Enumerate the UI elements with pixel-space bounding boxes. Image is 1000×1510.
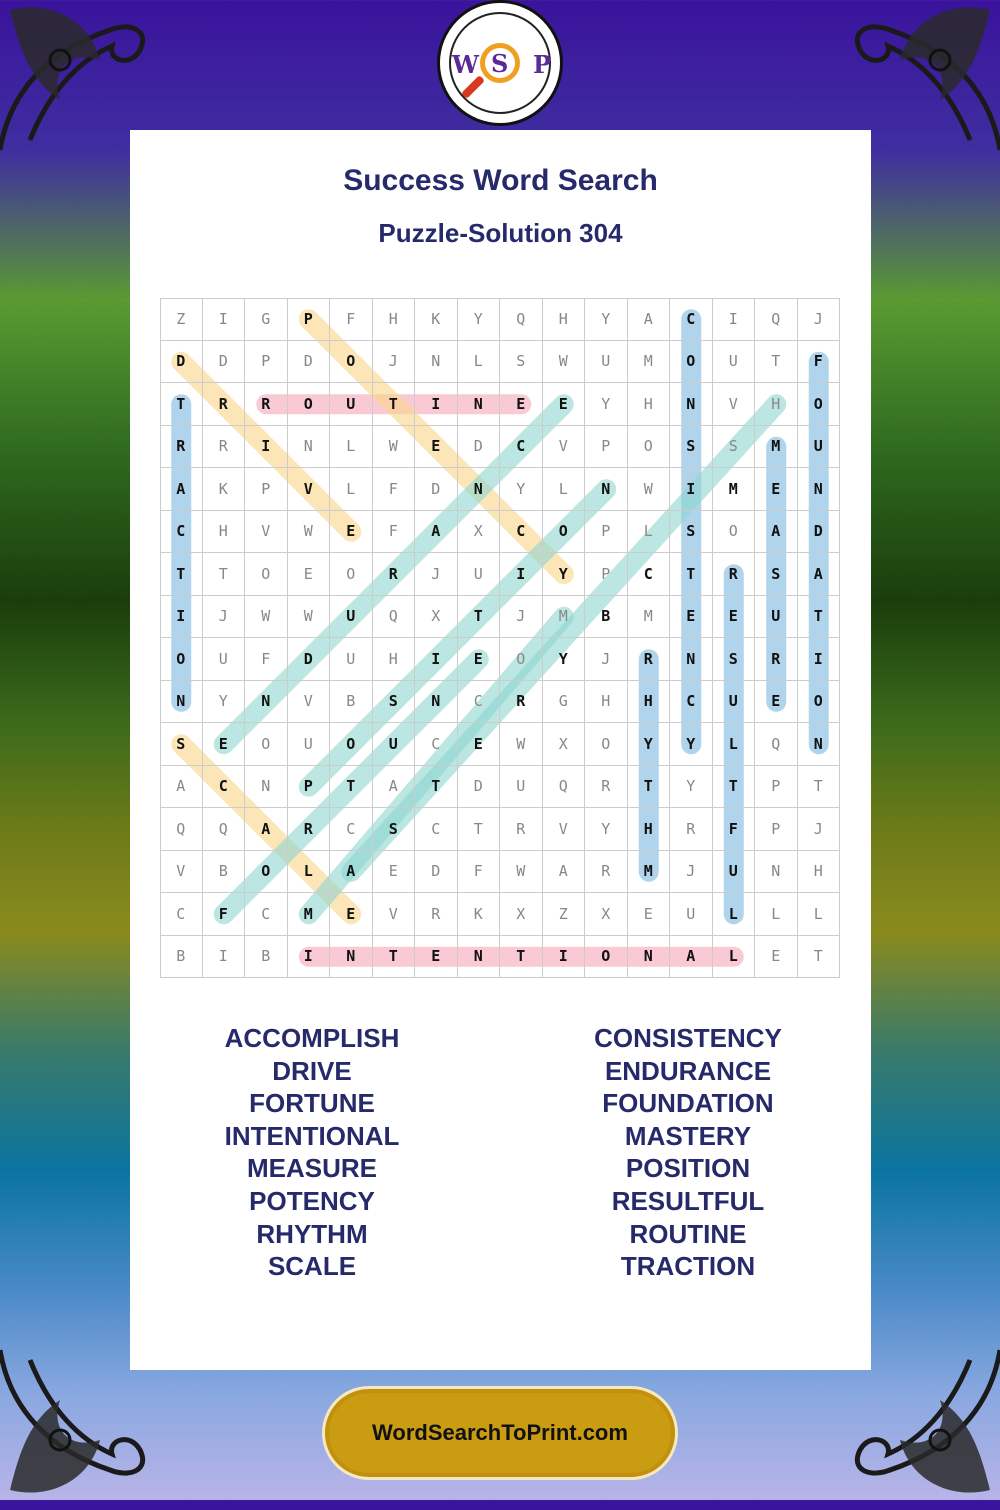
grid-cell[interactable]: B xyxy=(330,681,373,724)
grid-cell[interactable]: A xyxy=(755,511,798,554)
grid-cell[interactable]: N xyxy=(670,638,713,681)
grid-cell[interactable]: U xyxy=(330,596,373,639)
grid-cell[interactable]: O xyxy=(330,553,373,596)
grid-cell[interactable]: J xyxy=(585,638,628,681)
grid-cell[interactable]: V xyxy=(245,511,288,554)
grid-cell[interactable]: V xyxy=(543,808,586,851)
grid-cell[interactable]: J xyxy=(798,808,841,851)
grid-cell[interactable]: A xyxy=(330,851,373,894)
grid-cell[interactable]: D xyxy=(160,341,203,384)
grid-cell[interactable]: E xyxy=(670,596,713,639)
grid-cell[interactable]: L xyxy=(713,723,756,766)
grid-cell[interactable]: P xyxy=(245,341,288,384)
grid-cell[interactable]: R xyxy=(585,766,628,809)
grid-cell[interactable]: P xyxy=(755,808,798,851)
grid-cell[interactable]: P xyxy=(755,766,798,809)
grid-cell[interactable]: M xyxy=(288,893,331,936)
grid-cell[interactable]: S xyxy=(373,681,416,724)
grid-cell[interactable]: R xyxy=(160,426,203,469)
grid-cell[interactable]: Y xyxy=(203,681,246,724)
grid-cell[interactable]: S xyxy=(160,723,203,766)
grid-cell[interactable]: I xyxy=(415,638,458,681)
logo-letter-s: S xyxy=(491,49,509,78)
grid-cell[interactable]: Y xyxy=(543,638,586,681)
grid-cell[interactable]: U xyxy=(755,596,798,639)
grid-cell[interactable]: O xyxy=(330,341,373,384)
grid-cell[interactable]: O xyxy=(245,723,288,766)
grid-cell[interactable]: A xyxy=(628,298,671,341)
grid-cell[interactable]: T xyxy=(670,553,713,596)
grid-cell[interactable]: P xyxy=(245,468,288,511)
grid-cell[interactable]: U xyxy=(458,553,501,596)
grid-cell[interactable]: W xyxy=(245,596,288,639)
grid-cell[interactable]: M xyxy=(543,596,586,639)
grid-cell[interactable]: X xyxy=(415,596,458,639)
grid-cell[interactable]: E xyxy=(713,596,756,639)
grid-cell[interactable]: U xyxy=(373,723,416,766)
grid-cell[interactable]: N xyxy=(458,468,501,511)
grid-cell[interactable]: N xyxy=(670,383,713,426)
word-list-item: FOUNDATION xyxy=(602,1088,774,1119)
grid-cell[interactable]: W xyxy=(543,341,586,384)
grid-cell[interactable]: U xyxy=(798,426,841,469)
grid-cell[interactable]: Z xyxy=(543,893,586,936)
grid-cell[interactable]: K xyxy=(458,893,501,936)
grid-cell[interactable]: Y xyxy=(585,298,628,341)
grid-cell[interactable]: I xyxy=(288,936,331,979)
grid-cell[interactable]: L xyxy=(798,893,841,936)
grid-cell[interactable]: Q xyxy=(500,298,543,341)
grid-cell[interactable]: M xyxy=(755,426,798,469)
grid-cell[interactable]: J xyxy=(670,851,713,894)
grid-cell[interactable]: C xyxy=(500,511,543,554)
grid-cell[interactable]: A xyxy=(415,511,458,554)
grid-cell[interactable]: W xyxy=(628,468,671,511)
grid-cell[interactable]: W xyxy=(288,596,331,639)
grid-cell[interactable]: C xyxy=(330,808,373,851)
grid-cell[interactable]: E xyxy=(415,426,458,469)
grid-cell[interactable]: F xyxy=(373,511,416,554)
grid-cell[interactable]: O xyxy=(543,511,586,554)
grid-cell[interactable]: J xyxy=(415,553,458,596)
grid-cell[interactable]: M xyxy=(628,596,671,639)
grid-cell[interactable]: P xyxy=(585,511,628,554)
grid-cell[interactable]: Y xyxy=(585,808,628,851)
grid-cell[interactable]: K xyxy=(203,468,246,511)
grid-cell[interactable]: T xyxy=(330,766,373,809)
grid-cell[interactable]: C xyxy=(628,553,671,596)
grid-cell[interactable]: D xyxy=(288,341,331,384)
grid-cell[interactable]: E xyxy=(458,638,501,681)
grid-cell[interactable]: S xyxy=(670,426,713,469)
grid-cell[interactable]: D xyxy=(203,341,246,384)
grid-cell[interactable]: R xyxy=(245,383,288,426)
grid-cell[interactable]: O xyxy=(670,341,713,384)
grid-cell[interactable]: R xyxy=(755,638,798,681)
wsp-logo[interactable] xyxy=(437,0,563,126)
grid-cell[interactable]: J xyxy=(500,596,543,639)
grid-cell[interactable]: J xyxy=(203,596,246,639)
grid-cell[interactable]: L xyxy=(288,851,331,894)
grid-cell[interactable]: N xyxy=(415,681,458,724)
grid-cell[interactable]: H xyxy=(798,851,841,894)
grid-cell[interactable]: H xyxy=(628,383,671,426)
grid-cell[interactable]: T xyxy=(755,341,798,384)
grid-cell[interactable]: F xyxy=(373,468,416,511)
word-list-item: RHYTHM xyxy=(256,1218,368,1249)
word-list-item: FORTUNE xyxy=(249,1088,375,1119)
grid-cell[interactable]: Q xyxy=(755,298,798,341)
grid-cell[interactable]: U xyxy=(203,638,246,681)
grid-cell[interactable]: Y xyxy=(670,723,713,766)
grid-cell[interactable]: L xyxy=(330,468,373,511)
grid-cell[interactable]: H xyxy=(203,511,246,554)
grid-cell[interactable]: S xyxy=(713,638,756,681)
grid-cell[interactable]: Q xyxy=(543,766,586,809)
grid-cell[interactable]: O xyxy=(798,383,841,426)
grid-cell[interactable]: T xyxy=(798,766,841,809)
grid-cell[interactable]: D xyxy=(458,766,501,809)
word-list-item: DRIVE xyxy=(272,1055,352,1086)
grid-cell[interactable]: T xyxy=(458,596,501,639)
grid-cell[interactable]: I xyxy=(670,468,713,511)
grid-cell[interactable]: T xyxy=(500,936,543,979)
grid-cell[interactable]: O xyxy=(245,851,288,894)
grid-cell[interactable]: O xyxy=(798,681,841,724)
grid-cell[interactable]: E xyxy=(330,893,373,936)
grid-cell[interactable]: O xyxy=(160,638,203,681)
grid-cell[interactable]: N xyxy=(585,468,628,511)
grid-cell[interactable]: R xyxy=(500,681,543,724)
grid-cell[interactable]: I xyxy=(543,936,586,979)
grid-cell[interactable]: V xyxy=(288,681,331,724)
grid-cell[interactable]: C xyxy=(160,511,203,554)
grid-cell[interactable]: P xyxy=(585,426,628,469)
word-list-item: INTENTIONAL xyxy=(224,1120,400,1151)
grid-cell[interactable]: L xyxy=(330,426,373,469)
grid-cell[interactable]: O xyxy=(628,426,671,469)
grid-cell[interactable]: N xyxy=(160,681,203,724)
grid-cell[interactable]: E xyxy=(288,553,331,596)
word-list-item: MASTERY xyxy=(624,1120,752,1151)
puzzle-card xyxy=(130,130,871,1370)
grid-cell[interactable]: O xyxy=(585,723,628,766)
word-list-item: SCALE xyxy=(267,1251,357,1282)
grid-cell[interactable]: Q xyxy=(203,808,246,851)
grid-cell[interactable]: I xyxy=(500,553,543,596)
grid-cell[interactable]: X xyxy=(500,893,543,936)
grid-cell[interactable]: C xyxy=(415,808,458,851)
grid-cell[interactable]: C xyxy=(500,426,543,469)
grid-cell[interactable]: C xyxy=(670,298,713,341)
grid-cell[interactable]: N xyxy=(798,468,841,511)
grid-cell[interactable]: Y xyxy=(458,298,501,341)
word-list-item: ACCOMPLISH xyxy=(224,1023,400,1053)
grid-cell[interactable]: U xyxy=(500,766,543,809)
grid-cell[interactable]: V xyxy=(160,851,203,894)
grid-cell[interactable]: W xyxy=(500,723,543,766)
grid-cell[interactable]: I xyxy=(245,426,288,469)
grid-cell[interactable]: T xyxy=(203,553,246,596)
grid-cell[interactable]: E xyxy=(203,723,246,766)
grid-cell[interactable]: L xyxy=(713,936,756,979)
grid-cell[interactable]: H xyxy=(755,383,798,426)
grid-cell[interactable]: D xyxy=(458,426,501,469)
word-list-item: POSITION xyxy=(625,1153,751,1184)
word-list-item: POTENCY xyxy=(249,1185,375,1216)
grid-cell[interactable]: R xyxy=(288,808,331,851)
grid-cell[interactable]: U xyxy=(585,341,628,384)
page-title: Success Word Search xyxy=(343,164,658,197)
grid-cell[interactable]: V xyxy=(373,893,416,936)
grid-cell[interactable]: A xyxy=(373,766,416,809)
grid-cell[interactable]: D xyxy=(415,468,458,511)
grid-cell[interactable]: Y xyxy=(585,383,628,426)
grid-cell[interactable]: F xyxy=(203,893,246,936)
grid-cell[interactable]: Z xyxy=(160,298,203,341)
grid-cell[interactable]: H xyxy=(628,808,671,851)
grid-cell[interactable]: N xyxy=(458,936,501,979)
grid-cell[interactable]: T xyxy=(798,936,841,979)
grid-cell[interactable]: G xyxy=(543,681,586,724)
word-list-item: ROUTINE xyxy=(629,1218,747,1249)
grid-cell[interactable]: A xyxy=(670,936,713,979)
grid-cell[interactable]: E xyxy=(415,936,458,979)
grid-cell[interactable]: E xyxy=(330,511,373,554)
letter-grid xyxy=(160,298,840,978)
grid-cell[interactable]: F xyxy=(458,851,501,894)
grid-cell[interactable]: T xyxy=(160,383,203,426)
grid-cell[interactable]: R xyxy=(373,553,416,596)
grid-cell[interactable]: B xyxy=(585,596,628,639)
grid-cell[interactable]: I xyxy=(798,638,841,681)
grid-cell[interactable]: R xyxy=(203,383,246,426)
grid-cell[interactable]: B xyxy=(245,936,288,979)
page-subtitle: Puzzle-Solution 304 xyxy=(378,218,623,248)
grid-cell[interactable]: I xyxy=(160,596,203,639)
grid-cell[interactable]: S xyxy=(755,553,798,596)
grid-cell[interactable]: O xyxy=(245,553,288,596)
grid-cell[interactable]: T xyxy=(373,383,416,426)
word-list-item: RESULTFUL xyxy=(611,1185,765,1216)
grid-cell[interactable]: W xyxy=(373,426,416,469)
grid-cell[interactable]: U xyxy=(713,681,756,724)
grid-cell[interactable]: U xyxy=(713,341,756,384)
grid-cell[interactable]: L xyxy=(755,893,798,936)
grid-cell[interactable]: Y xyxy=(670,766,713,809)
grid-cell[interactable]: S xyxy=(713,426,756,469)
grid-cell[interactable]: E xyxy=(458,723,501,766)
grid-cell[interactable]: J xyxy=(798,298,841,341)
grid-cell[interactable]: H xyxy=(628,681,671,724)
grid-cell[interactable]: N xyxy=(755,851,798,894)
grid-cell[interactable]: D xyxy=(415,851,458,894)
grid-cell[interactable]: N xyxy=(628,936,671,979)
grid-cell[interactable]: O xyxy=(330,723,373,766)
word-list-left xyxy=(162,1022,462,1283)
grid-cell[interactable]: V xyxy=(543,426,586,469)
grid-cell[interactable]: T xyxy=(373,936,416,979)
word-list-item: ENDURANCE xyxy=(604,1055,772,1086)
grid-cell[interactable]: R xyxy=(713,553,756,596)
grid-cell[interactable]: L xyxy=(713,893,756,936)
grid-cell[interactable]: Q xyxy=(160,808,203,851)
grid-cell[interactable]: C xyxy=(245,893,288,936)
grid-cell[interactable]: W xyxy=(288,511,331,554)
grid-cell[interactable]: F xyxy=(330,298,373,341)
logo-letter-w: W xyxy=(452,50,479,79)
grid-cell[interactable]: S xyxy=(373,808,416,851)
grid-cell[interactable]: R xyxy=(203,426,246,469)
grid-cell[interactable]: B xyxy=(160,936,203,979)
grid-cell[interactable]: T xyxy=(713,766,756,809)
grid-cell[interactable]: J xyxy=(373,341,416,384)
grid-cell[interactable]: F xyxy=(245,638,288,681)
grid-cell[interactable]: F xyxy=(713,808,756,851)
grid-cell[interactable]: P xyxy=(288,298,331,341)
grid-cell[interactable]: I xyxy=(713,298,756,341)
grid-cell[interactable]: X xyxy=(458,511,501,554)
grid-cell[interactable]: V xyxy=(288,468,331,511)
grid-cell[interactable]: U xyxy=(330,638,373,681)
grid-cell[interactable]: M xyxy=(628,341,671,384)
grid-cell[interactable]: L xyxy=(628,511,671,554)
grid-cell[interactable]: T xyxy=(458,808,501,851)
grid-cell[interactable]: H xyxy=(543,298,586,341)
grid-cell[interactable]: P xyxy=(288,766,331,809)
grid-cell[interactable]: G xyxy=(245,298,288,341)
word-list-item: TRACTION xyxy=(620,1251,756,1282)
grid-cell[interactable]: L xyxy=(458,341,501,384)
grid-cell[interactable]: I xyxy=(203,298,246,341)
grid-cell[interactable]: E xyxy=(543,383,586,426)
grid-cell[interactable]: P xyxy=(585,553,628,596)
grid-cell[interactable]: M xyxy=(713,468,756,511)
grid-cell[interactable]: T xyxy=(798,596,841,639)
grid-cell[interactable]: V xyxy=(713,383,756,426)
grid-cell[interactable]: C xyxy=(203,766,246,809)
grid-cell[interactable]: Q xyxy=(373,596,416,639)
grid-cell[interactable]: R xyxy=(670,808,713,851)
grid-cell[interactable]: I xyxy=(415,383,458,426)
word-list-item: MEASURE xyxy=(246,1153,377,1184)
grid-cell[interactable]: O xyxy=(288,383,331,426)
grid-cell[interactable]: E xyxy=(373,851,416,894)
grid-cell[interactable]: D xyxy=(798,511,841,554)
grid-cell[interactable]: U xyxy=(670,893,713,936)
grid-cell[interactable]: B xyxy=(203,851,246,894)
grid-cell[interactable]: H xyxy=(585,681,628,724)
grid-cell[interactable]: A xyxy=(245,808,288,851)
grid-cell[interactable]: E xyxy=(628,893,671,936)
grid-cell[interactable]: N xyxy=(458,383,501,426)
grid-cell[interactable]: S xyxy=(500,341,543,384)
logo-letter-p: P xyxy=(533,50,552,79)
grid-cell[interactable]: C xyxy=(160,893,203,936)
grid-cell[interactable]: C xyxy=(670,681,713,724)
grid-cell[interactable]: S xyxy=(670,511,713,554)
grid-cell[interactable]: R xyxy=(415,893,458,936)
grid-cell[interactable]: D xyxy=(288,638,331,681)
grid-cell[interactable]: F xyxy=(798,341,841,384)
site-link-text: WordSearchToPrint.com xyxy=(372,1420,628,1445)
grid-cell[interactable]: E xyxy=(500,383,543,426)
grid-cell[interactable]: N xyxy=(415,341,458,384)
grid-cell[interactable]: Y xyxy=(543,553,586,596)
grid-cell[interactable]: E xyxy=(755,936,798,979)
grid-cell[interactable]: T xyxy=(160,553,203,596)
grid-cell[interactable]: R xyxy=(585,851,628,894)
grid-cell[interactable]: N xyxy=(288,426,331,469)
grid-cell[interactable]: R xyxy=(628,638,671,681)
grid-cell[interactable]: O xyxy=(585,936,628,979)
grid-cell[interactable]: E xyxy=(755,468,798,511)
grid-cell[interactable]: A xyxy=(160,766,203,809)
grid-cell[interactable]: U xyxy=(330,383,373,426)
grid-cell[interactable]: A xyxy=(798,553,841,596)
grid-cell[interactable]: W xyxy=(500,851,543,894)
grid-cell[interactable]: N xyxy=(798,723,841,766)
grid-cell[interactable]: C xyxy=(415,723,458,766)
grid-cell[interactable]: R xyxy=(500,808,543,851)
grid-cell[interactable]: Y xyxy=(628,723,671,766)
word-list-item: CONSISTENCY xyxy=(594,1023,782,1053)
grid-cell[interactable]: U xyxy=(288,723,331,766)
grid-cell[interactable]: A xyxy=(543,851,586,894)
grid-cell[interactable]: N xyxy=(245,681,288,724)
grid-cell[interactable]: O xyxy=(500,638,543,681)
grid-cell[interactable]: L xyxy=(543,468,586,511)
word-search-grid xyxy=(160,298,840,978)
grid-cell[interactable]: H xyxy=(373,298,416,341)
grid-cell[interactable]: U xyxy=(713,851,756,894)
grid-cell[interactable]: X xyxy=(585,893,628,936)
grid-cell[interactable]: H xyxy=(373,638,416,681)
grid-cell[interactable]: Q xyxy=(755,723,798,766)
grid-cell[interactable]: N xyxy=(330,936,373,979)
word-list-right xyxy=(538,1022,838,1283)
grid-cell[interactable]: T xyxy=(628,766,671,809)
grid-cell[interactable]: Y xyxy=(500,468,543,511)
grid-cell[interactable]: X xyxy=(543,723,586,766)
grid-cell[interactable]: I xyxy=(203,936,246,979)
grid-cell[interactable]: E xyxy=(755,681,798,724)
grid-cell[interactable]: O xyxy=(713,511,756,554)
grid-cell[interactable]: M xyxy=(628,851,671,894)
grid-cell[interactable]: N xyxy=(245,766,288,809)
site-link-button[interactable] xyxy=(322,1386,678,1480)
grid-cell[interactable]: T xyxy=(415,766,458,809)
grid-cell[interactable]: A xyxy=(160,468,203,511)
grid-cell[interactable]: K xyxy=(415,298,458,341)
grid-cell[interactable]: C xyxy=(458,681,501,724)
